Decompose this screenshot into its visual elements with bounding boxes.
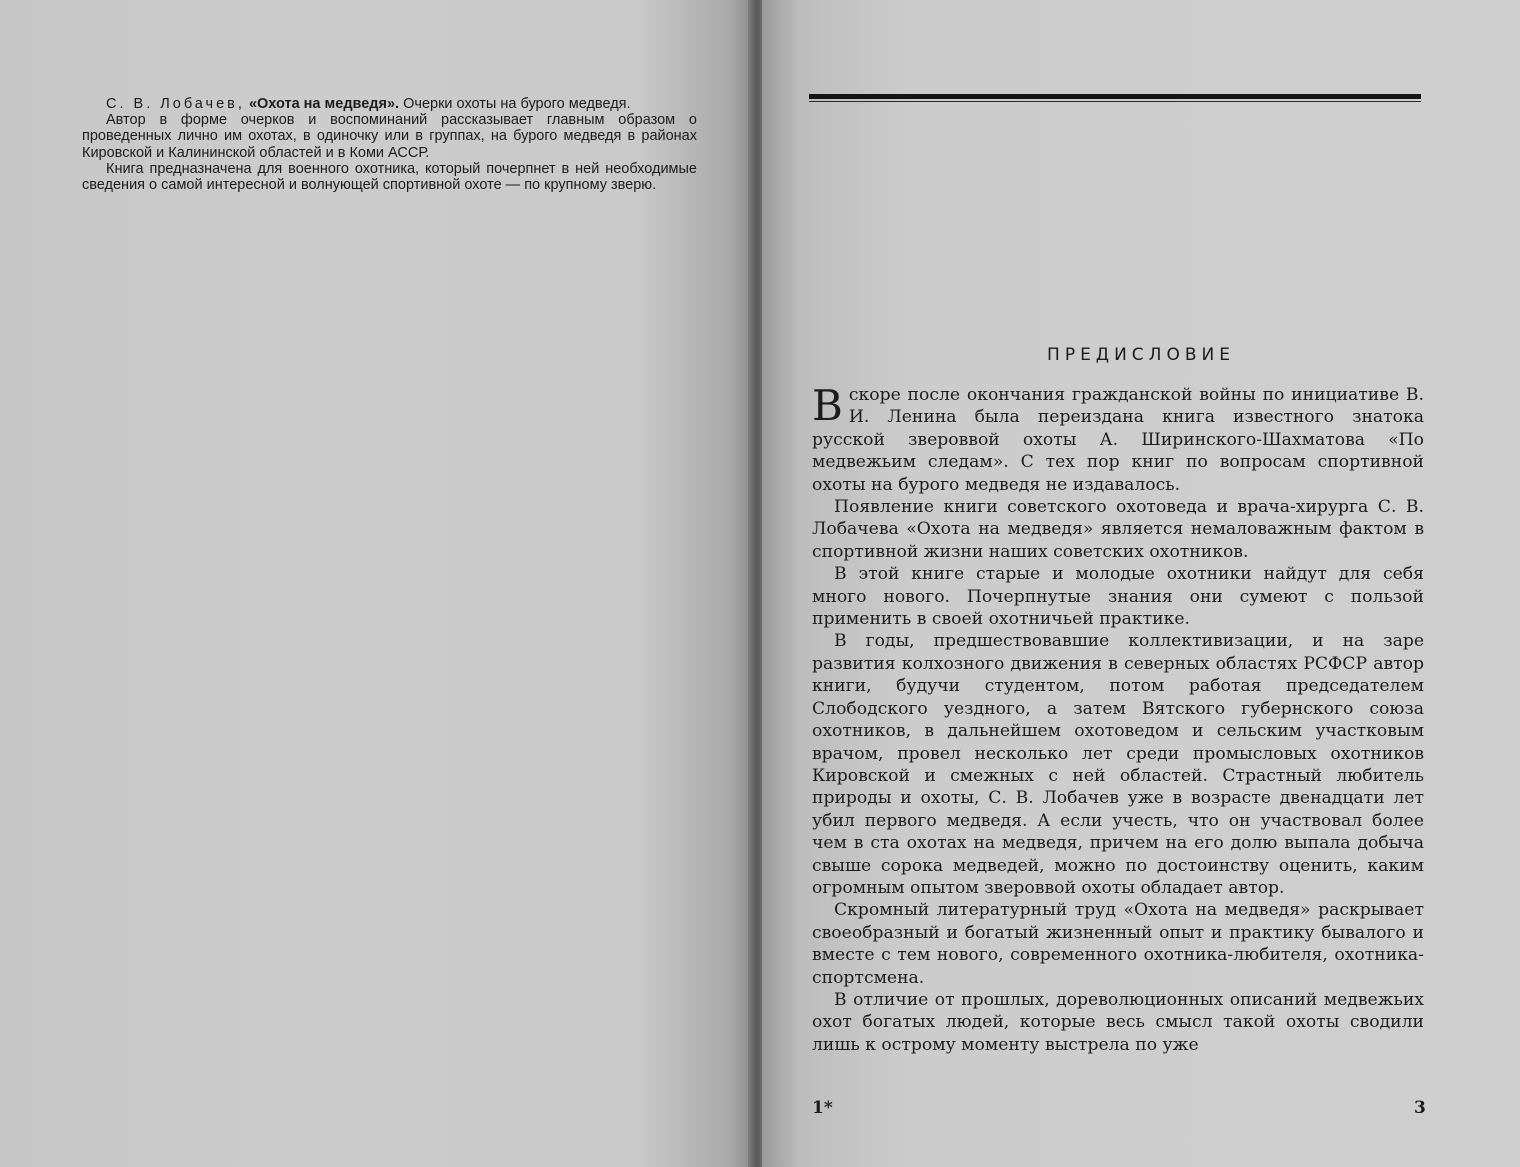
annotation-intro-rest: Очерки охоты на бурого медведя. — [403, 96, 631, 112]
page-number: 3 — [1414, 1098, 1426, 1118]
header-rule-thin — [809, 101, 1421, 102]
annotation-paragraph: Автор в форме очерков и воспоминаний рассказывает главным образом о проведенных лично им охотах, в одиночку или в группах, на бурого медведя в районах Кировской и Калининской областей и в Коми АССР. — [82, 112, 697, 161]
annotation-intro — [82, 96, 697, 112]
preface-paragraph: В годы, предшествовавшие коллективизации, и на заре развития колхозного движения в северных областях РСФСР автор книги, будучи студентом, потом работая председателем Слободского уездного, а затем Вятского губернского союза охотников, в дальнейшем охотоведом и сельским участковым врачом, провел несколько лет среди промысловых охотников Кировской и смежных с ней областей. Страстный любитель природы и охоты, С. В. Лобачев уже в возрасте двенадцати лет убил первого медведя. А если учесть, что он участвовал более чем в ста охотах на медведя, причем на его долю выпала добыча свыше сорока медведей, можно по достоинству оценить, каким огромным опытом звероввой охоты обладает автор. — [812, 631, 1424, 898]
book-annotation — [82, 96, 697, 193]
preface-paragraph-1-text: скоре после окончания гражданской войны по инициативе В. И. Ленина была переиздана книга известного знатока русской звероввой охоты А. Ширинского-Шахматова «По медвежьим следам». С тех пор книг по вопросам спортивной охоты на бурого медведя не издавалось. — [812, 385, 1424, 495]
preface-text — [812, 381, 1424, 1056]
preface-paragraph — [812, 381, 1424, 496]
preface-paragraph: В отличие от прошлых, дореволюционных описаний медвежьих охот богатых людей, которые весь смысл такой охоты сводили лишь к острому моменту выстрела по уже — [812, 989, 1424, 1055]
drop-cap: В — [812, 381, 843, 430]
annotation-author: С. В. Лобачев, — [106, 96, 245, 112]
section-heading: ПРЕДИСЛОВИЕ — [1047, 345, 1235, 365]
annotation-book-title: «Охота на медведя». — [248, 96, 400, 112]
left-page — [0, 0, 752, 1167]
annotation-paragraph: Книга предназначена для военного охотника, который почерпнет в ней необходимые сведения о самой интересной и волнующей спортивной охоте — по крупному зверю. — [82, 160, 697, 194]
preface-paragraph: Появление книги советского охотоведа и врача-хирурга С. В. Лобачева «Охота на медведя» является немаловажным фактом в спортивной жизни наших советских охотников. — [812, 497, 1424, 562]
preface-paragraph: В этой книге старые и молодые охотники найдут для себя много нового. Почерпнутые знания они сумеют с пользой применить в своей охотничьей практике. — [812, 564, 1424, 630]
preface-paragraph: Скромный литературный труд «Охота на медведя» раскрывает своеобразный и богатый жизненный опыт и практику бывалого и вместе с тем нового, современного охотника-любителя, охотника-спортсмена. — [812, 900, 1424, 988]
right-page — [762, 0, 1520, 1167]
printer-signature-mark: 1* — [812, 1098, 833, 1118]
header-rule — [809, 94, 1421, 99]
